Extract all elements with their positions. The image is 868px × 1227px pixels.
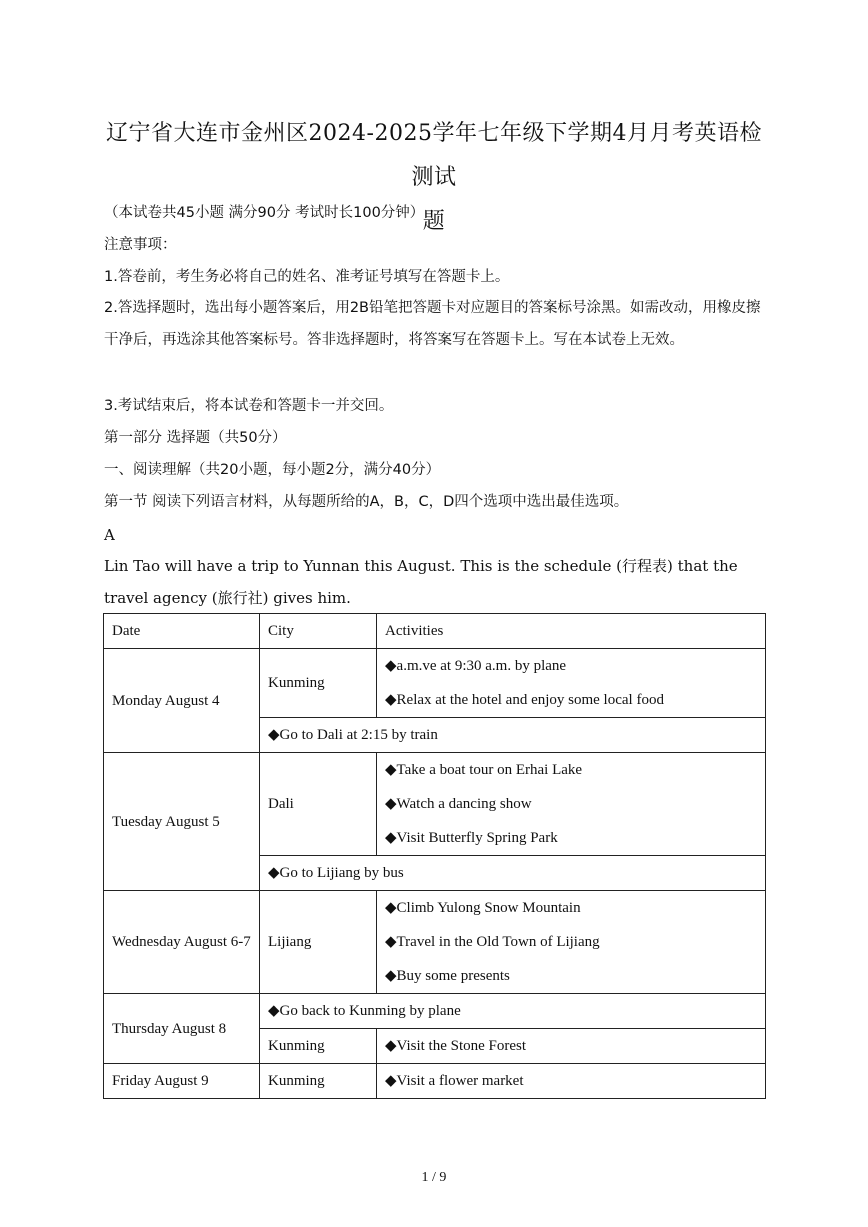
activities-cell: ◆Visit the Stone Forest xyxy=(377,1029,766,1064)
date-cell: Thursday August 8 xyxy=(104,994,260,1064)
activities-cell xyxy=(377,891,766,994)
activity-item: ◆Take a boat tour on Erhai Lake xyxy=(385,762,583,778)
date-cell: Wednesday August 6-7 xyxy=(104,891,260,994)
section-1-heading: 一、阅读理解（共20小题，每小题2分，满分40分） xyxy=(104,462,441,478)
date-cell: Friday August 9 xyxy=(104,1064,260,1099)
header-city: City xyxy=(260,614,377,649)
passage-label: A xyxy=(104,526,115,544)
city-cell: Kunming xyxy=(260,1029,377,1064)
header-date: Date xyxy=(104,614,260,649)
transfer-cell: ◆Go to Lijiang by bus xyxy=(260,856,766,891)
notice-item-3: 3.考试结束后，将本试卷和答题卡一并交回。 xyxy=(104,398,394,414)
activity-item: ◆Travel in the Old Town of Lijiang xyxy=(385,934,600,950)
activity-item: ◆Watch a dancing show xyxy=(385,796,532,812)
date-cell: Monday August 4 xyxy=(104,649,260,753)
table-row xyxy=(104,1064,766,1099)
city-cell: Lijiang xyxy=(260,891,377,994)
transfer-cell: ◆Go back to Kunming by plane xyxy=(260,994,766,1029)
table-row xyxy=(104,891,766,994)
activities-cell xyxy=(377,649,766,718)
city-cell: Kunming xyxy=(260,649,377,718)
activity-item: ◆Climb Yulong Snow Mountain xyxy=(385,900,581,916)
notice-heading: 注意事项： xyxy=(104,237,177,253)
notice-item-1: 1.答卷前，考生务必将自己的姓名、准考证号填写在答题卡上。 xyxy=(104,269,510,285)
activity-item: ◆a.m.ve at 9:30 a.m. by plane xyxy=(385,658,567,674)
page-number: 1 / 9 xyxy=(421,1170,447,1185)
schedule-table xyxy=(103,613,766,1099)
city-cell: Dali xyxy=(260,753,377,856)
activities-cell: ◆Visit a flower market xyxy=(377,1064,766,1099)
activity-item: ◆Relax at the hotel and enjoy some local food xyxy=(385,692,664,708)
exam-info: （本试卷共45小题 满分90分 考试时长100分钟） xyxy=(104,205,425,221)
exam-title-line-2: 题 xyxy=(422,209,446,234)
exam-title-line-1: 辽宁省大连市金州区2024-2025学年七年级下学期4月月考英语检测试 xyxy=(106,121,762,190)
exam-title xyxy=(100,112,768,244)
passage-intro: Lin Tao will have a trip to Yunnan this August. This is the schedule (行程表) that the travel agency (旅行社) gives him. xyxy=(104,557,738,607)
header-activities: Activities xyxy=(377,614,766,649)
activity-item: ◆Visit Butterfly Spring Park xyxy=(385,830,558,846)
table-row xyxy=(104,994,766,1029)
table-header-row xyxy=(104,614,766,649)
table-row xyxy=(104,649,766,718)
date-cell: Tuesday August 5 xyxy=(104,753,260,891)
activity-item: ◆Buy some presents xyxy=(385,968,510,984)
activities-cell xyxy=(377,753,766,856)
table-row xyxy=(104,753,766,856)
part-1-heading: 第一部分 选择题（共50分） xyxy=(104,430,287,446)
transfer-cell: ◆Go to Dali at 2:15 by train xyxy=(260,718,766,753)
notice-item-2: 2.答选择题时，选出每小题答案后，用2B铅笔把答题卡对应题目的答案标号涂黑。如需改动，用橡皮擦干净后，再选涂其他答案标号。答非选择题时，将答案写在答题卡上。写在本试卷上无效。 xyxy=(104,300,761,348)
subsection-1-heading: 第一节 阅读下列语言材料，从每题所给的A，B，C，D四个选项中选出最佳选项。 xyxy=(104,494,629,510)
city-cell: Kunming xyxy=(260,1064,377,1099)
